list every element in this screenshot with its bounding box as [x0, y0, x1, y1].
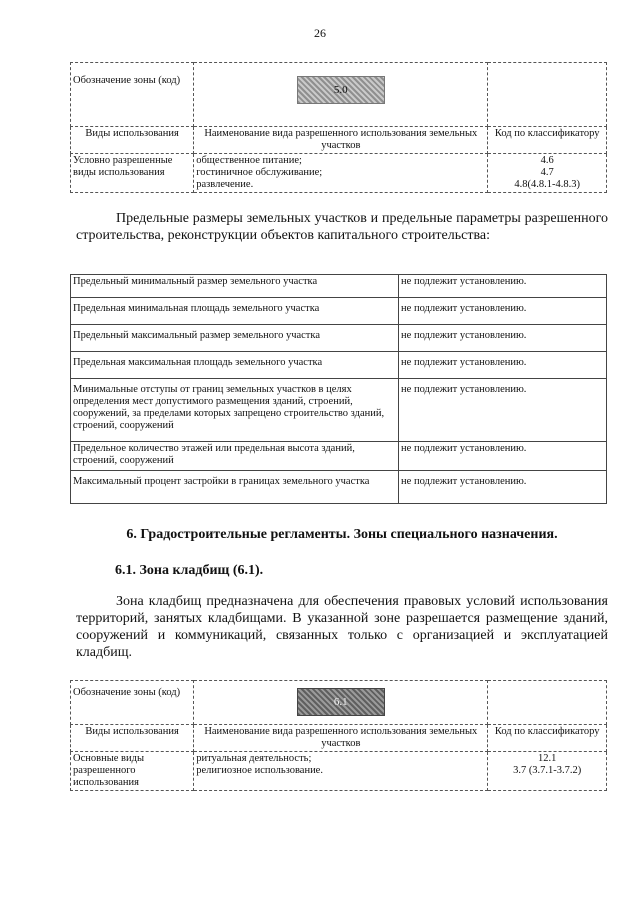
limit-value: не подлежит установлению.: [399, 471, 607, 504]
section-heading: 6. Градостроительные регламенты. Зоны специального назначения.: [126, 527, 558, 542]
header-code: Код по классификатору: [488, 127, 607, 154]
use-row: [71, 752, 607, 791]
limits-row: [71, 325, 607, 352]
limit-param: Предельный минимальный размер земельного участка: [71, 275, 399, 298]
use-name-item: религиозное использование.: [196, 765, 323, 776]
header-row: [71, 127, 607, 154]
use-name-item: развлечение.: [196, 179, 254, 190]
limits-table: [70, 274, 607, 504]
zone-code-row: [71, 63, 607, 127]
page-number: 26: [314, 26, 326, 40]
zone-code-badge: 6.1: [297, 688, 385, 716]
header-types: Виды использования: [71, 725, 194, 752]
header-types: Виды использования: [71, 127, 194, 154]
limit-param: Максимальный процент застройки в границах земельного участка: [71, 471, 399, 504]
zone-code-cell: [194, 681, 488, 725]
limit-value: не подлежит установлению.: [399, 442, 607, 471]
zone-code-cell: [194, 63, 488, 127]
limit-value: не подлежит установлению.: [399, 379, 607, 442]
limit-value: не подлежит установлению.: [399, 275, 607, 298]
use-name-item: общественное питание;: [196, 155, 302, 166]
use-type: Условно разрешенные виды использования: [71, 154, 194, 193]
zone-table-2: [70, 680, 607, 791]
use-name-item: ритуальная деятельность;: [196, 753, 312, 764]
header-name: Наименование вида разрешенного использования земельных участков: [194, 725, 488, 752]
limits-row: [71, 275, 607, 298]
limits-row: [71, 442, 607, 471]
use-code-item: 4.7: [540, 167, 554, 178]
zone-table-1: [70, 62, 607, 193]
limits-row: [71, 379, 607, 442]
limits-row: [71, 352, 607, 379]
use-codes: [488, 154, 607, 193]
limit-value: не подлежит установлению.: [399, 298, 607, 325]
limits-row: [71, 298, 607, 325]
use-names: [194, 752, 488, 791]
use-code-item: 4.6: [540, 155, 554, 166]
limit-value: не подлежит установлению.: [399, 352, 607, 379]
use-codes: [488, 752, 607, 791]
zone-paragraph: Зона кладбищ предназначена для обеспечения правовых условий использования территорий, занятых кладбищами. В указанной зоне разрешается размещение зданий, сооружений и коммуникаций, связанных только с организацией и эксплуатацией кладбищ.: [76, 594, 608, 660]
use-code-item: 12.1: [538, 753, 557, 764]
use-type: Основные виды разрешенного использования: [71, 752, 194, 791]
limit-param: Минимальные отступы от границ земельных участков в целях определения мест допустимого размещения зданий, строений, сооружений, за пределами которых запрещено строительство зданий, строений, сооружений: [71, 379, 399, 442]
use-code-item: 4.8(4.8.1-4.8.3): [514, 179, 580, 190]
intro-paragraph: Предельные размеры земельных участков и предельные параметры разрешенного строительства, реконструкции объектов капитального строительства:: [76, 211, 608, 243]
header-row: [71, 725, 607, 752]
header-name: Наименование вида разрешенного использования земельных участков: [194, 127, 488, 154]
header-code: Код по классификатору: [488, 725, 607, 752]
subsection-heading: 6.1. Зона кладбищ (6.1).: [115, 563, 264, 578]
zone-code-row: [71, 681, 607, 725]
use-row: [71, 154, 607, 193]
limit-param: Предельная минимальная площадь земельного участка: [71, 298, 399, 325]
zone-label: Обозначение зоны (код): [71, 63, 194, 127]
limit-value: не подлежит установлению.: [399, 325, 607, 352]
limit-param: Предельная максимальная площадь земельного участка: [71, 352, 399, 379]
limits-row: [71, 471, 607, 504]
use-code-item: 3.7 (3.7.1-3.7.2): [513, 765, 582, 776]
empty-cell: [488, 681, 607, 725]
zone-code-badge: 5.0: [297, 76, 385, 104]
limit-param: Предельный максимальный размер земельного участка: [71, 325, 399, 352]
empty-cell: [488, 63, 607, 127]
zone-label: Обозначение зоны (код): [71, 681, 194, 725]
use-names: [194, 154, 488, 193]
use-name-item: гостиничное обслуживание;: [196, 167, 323, 178]
limit-param: Предельное количество этажей или предельная высота зданий, строений, сооружений: [71, 442, 399, 471]
